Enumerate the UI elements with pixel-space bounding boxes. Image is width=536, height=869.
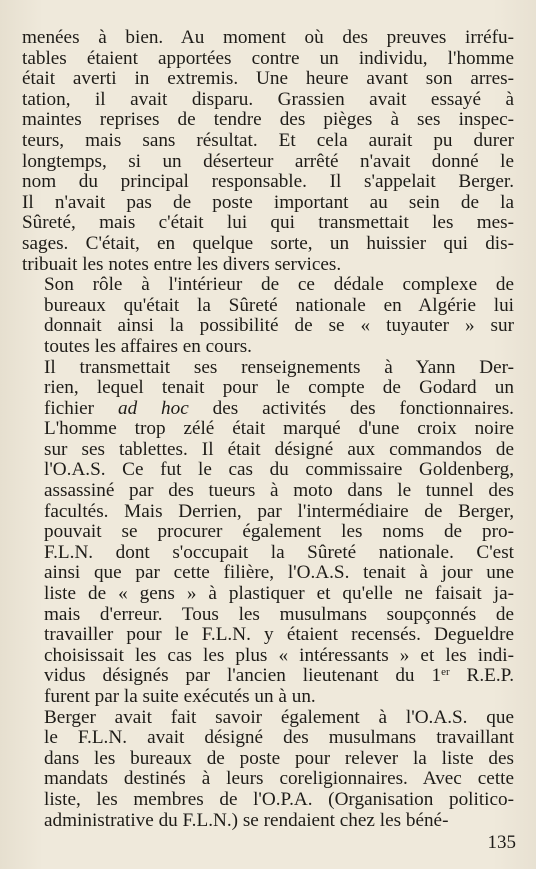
text-line: teurs, mais sans résultat. Et cela aurait pu durer [22,129,514,151]
text-line: donnait ainsi la possibilité de se « tuyauter » sur [44,315,514,337]
text-line: dans les bureaux de poste pour relever la liste des [44,747,514,769]
text-line: Il transmettait ses renseignements à Yann Der- [44,356,514,378]
text-line: Sûreté, mais c'était lui qui transmettait les mes- [22,212,514,234]
text-line: tation, il avait disparu. Grassien avait essayé à [22,88,514,110]
text-line: administrative du F.L.N.) se rendaient chez les béné- [44,809,449,831]
text-line: sages. C'était, en quelque sorte, un huissier qui dis- [22,232,514,254]
text-line: toutes les affaires en cours. [44,335,252,357]
text-line: fichier ad hoc des activités des fonctionnaires. [44,397,514,419]
text-line: mais d'erreur. Tous les musulmans soupçonnés de [44,603,514,625]
text-line: liste de « gens » à plastiquer et qu'elle ne faisait ja- [44,583,514,605]
text-line: vidus désignés par l'ancien lieutenant du 1er R.E.P. [44,665,514,687]
paragraph [22,275,514,357]
text-line: choisissait les cas les plus « intéressants » et les indi- [44,644,514,666]
page-number: 135 [487,832,516,853]
paragraph [22,358,514,708]
text-line: bureaux qu'était la Sûreté nationale en Algérie lui [44,294,514,316]
paragraph [22,28,514,275]
text-line: ainsi que par cette filière, l'O.A.S. tenait à jour une [44,562,514,584]
text-line: l'O.A.S. Ce fut le cas du commissaire Goldenberg, [44,459,514,481]
text-line: menées à bien. Au moment où des preuves irréfu- [22,27,514,48]
paragraph [22,708,514,832]
text-line: était averti in extremis. Une heure avant son arres- [22,68,514,90]
text-line: liste, les membres de l'O.P.A. (Organisation politico- [44,788,514,810]
text-line: nom du principal responsable. Il s'appelait Berger. [22,171,514,193]
text-line: pouvait se procurer également les noms de pro- [44,521,514,543]
text-line: mandats destinés à leurs coreligionnaires. Avec cette [44,768,514,790]
text-line: sur ses tablettes. Il était désigné aux commandos de [44,438,514,460]
text-line: Berger avait fait savoir également à l'O.A.S. que [44,706,514,728]
text-line: tables étaient apportées contre un individu, l'homme [22,47,514,69]
text-line: Il n'avait pas de poste important au sein de la [22,191,514,213]
text-line: le F.L.N. avait désigné des musulmans travaillant [44,727,514,749]
text-line: F.L.N. dont s'occupait la Sûreté nationale. C'est [44,541,514,563]
text-line: furent par la suite exécutés un à un. [44,686,316,707]
text-line: rien, lequel tenait pour le compte de Godard un [44,377,514,399]
text-line: L'homme trop zélé était marqué d'une croix noire [44,418,514,440]
text-line: assassiné par des tueurs à moto dans le tunnel des [44,480,514,502]
text-line: maintes reprises de tendre des pièges à ses inspec- [22,109,514,131]
text-line: Son rôle à l'intérieur de ce dédale complexe de [44,274,514,296]
text-line: tribuait les notes entre les divers services. [22,253,342,275]
page-body-text [22,28,514,831]
text-line: longtemps, si un déserteur arrêté n'avait donné le [22,150,514,172]
text-line: facultés. Mais Derrien, par l'intermédiaire de Berger, [44,500,514,522]
text-line: travailler pour le F.L.N. y étaient recensés. Degueldre [44,624,514,646]
